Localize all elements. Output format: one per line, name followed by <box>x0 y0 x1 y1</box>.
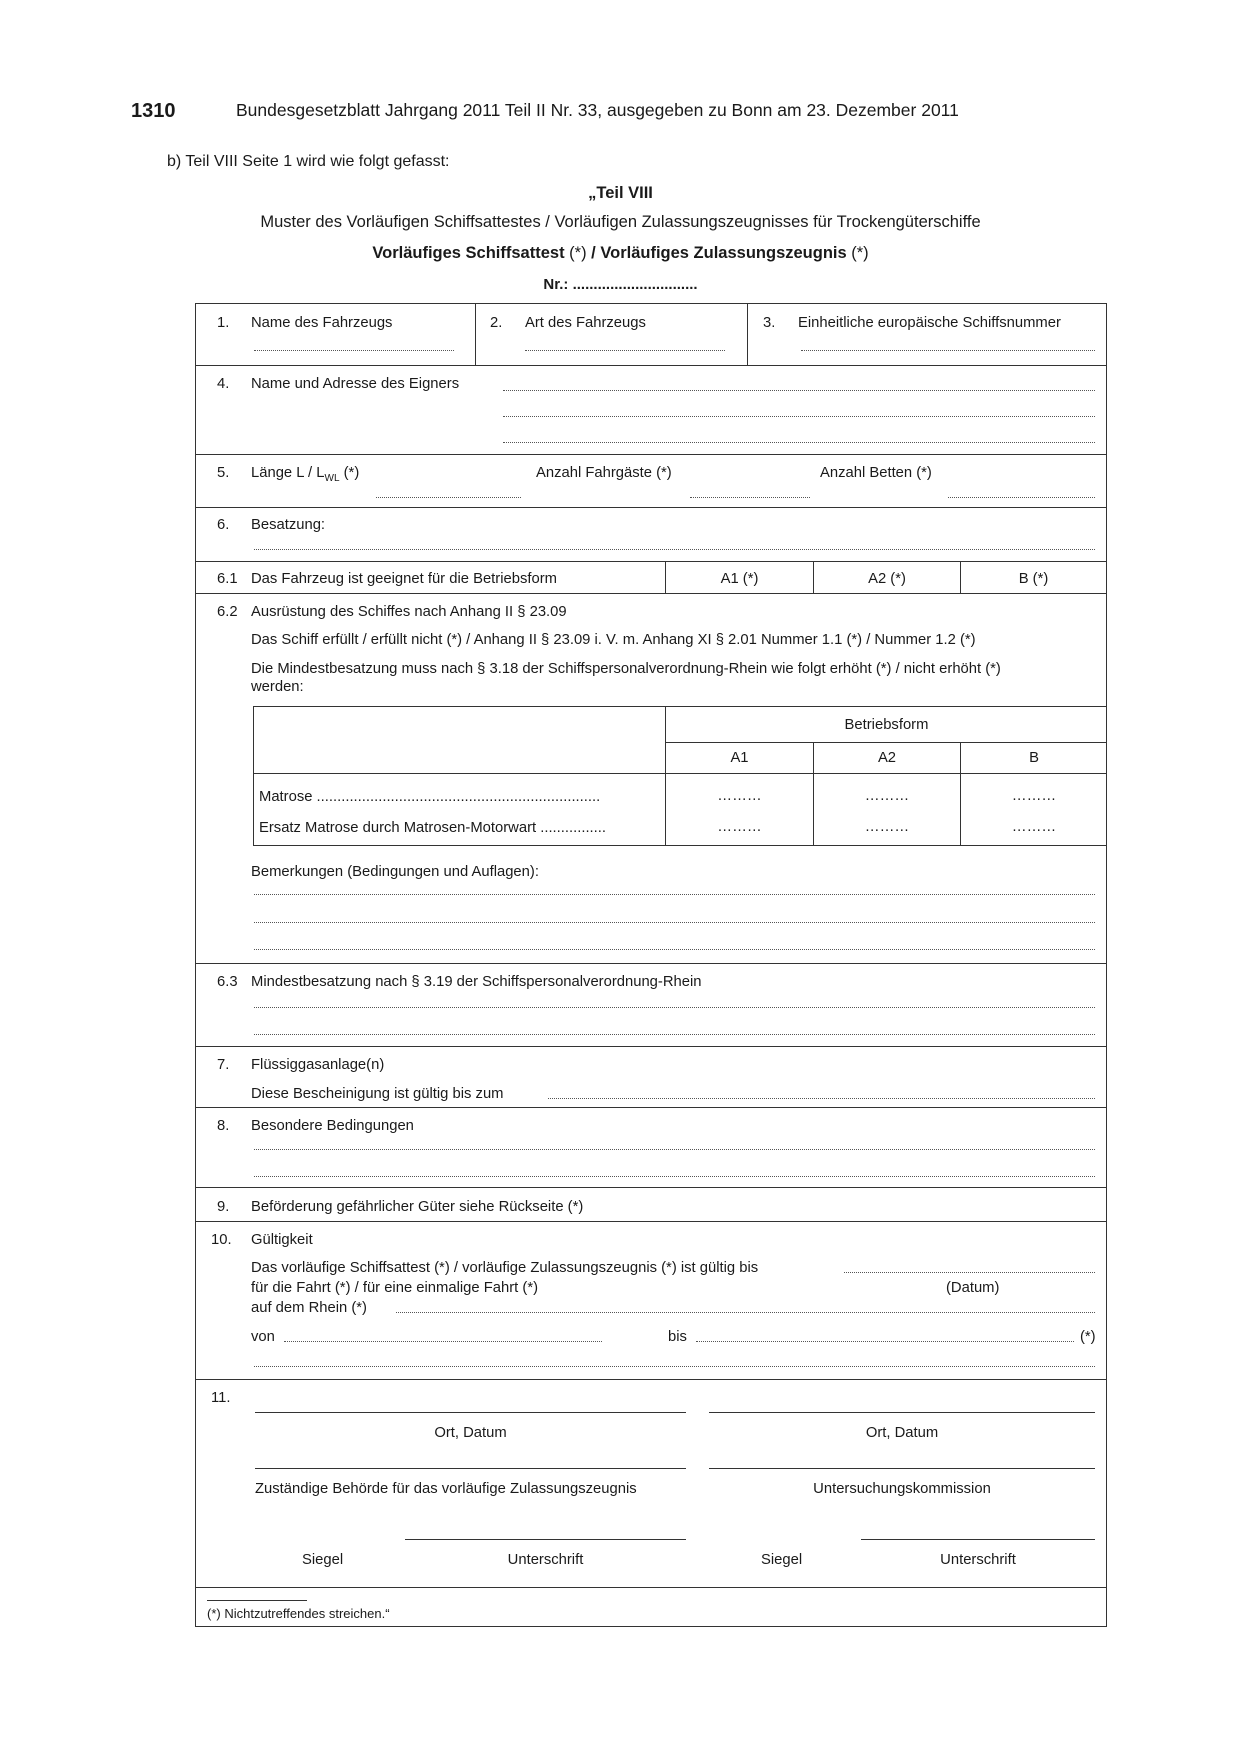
running-header: Bundesgesetzblatt Jahrgang 2011 Teil II Nr. 33, ausgegeben zu Bonn am 23. Dezember 2011 <box>236 100 959 120</box>
f5-num: 5. <box>217 465 230 481</box>
f5-length-fill[interactable] <box>376 497 521 498</box>
f5-passengers-fill[interactable] <box>690 497 810 498</box>
f10-date-fill[interactable] <box>844 1272 1095 1273</box>
f6-label: Besatzung: <box>251 517 326 533</box>
f10-datum-label: (Datum) <box>946 1280 1000 1296</box>
tbl-cell[interactable]: ……… <box>864 788 910 804</box>
f9-num: 9. <box>217 1199 230 1215</box>
row-divider <box>196 1379 1106 1380</box>
remarks-fill-line[interactable] <box>254 922 1095 923</box>
f7-valid-label: Diese Bescheinigung ist gültig bis zum <box>251 1086 504 1102</box>
f3-label: Einheitliche europäische Schiffsnummer <box>798 315 1061 331</box>
title-star2: (*) <box>846 244 869 262</box>
f63-num: 6.3 <box>217 974 238 990</box>
f62-line2b: werden: <box>251 679 304 695</box>
authority-label: Zuständige Behörde für das vorläufige Zulassungszeugnis <box>255 1481 637 1497</box>
tbl-row-ersatz: Ersatz Matrose durch Matrosen-Motorwart ................ <box>259 820 607 836</box>
f10-star: (*) <box>1080 1329 1096 1345</box>
f10-fill-line[interactable] <box>254 1366 1095 1367</box>
crew-table <box>253 706 1106 846</box>
f5-label <box>251 465 359 484</box>
f7-fill-line[interactable] <box>548 1098 1095 1099</box>
f3-fill-line[interactable] <box>801 350 1095 351</box>
row-divider <box>196 1221 1106 1222</box>
f5-label-b: (*) <box>339 465 360 481</box>
f61-option-a2[interactable]: A2 (*) <box>868 571 906 587</box>
f6-num: 6. <box>217 517 230 533</box>
row-divider <box>196 1046 1106 1047</box>
f8-fill-line[interactable] <box>254 1149 1095 1150</box>
f63-fill-line[interactable] <box>254 1034 1095 1035</box>
signature-line[interactable] <box>255 1468 686 1469</box>
f5-beds-fill[interactable] <box>948 497 1095 498</box>
f63-label: Mindestbesatzung nach § 3.19 der Schiffspersonalverordnung-Rhein <box>251 974 702 990</box>
footnote-rule <box>207 1600 307 1601</box>
f62-num: 6.2 <box>217 604 238 620</box>
tbl-cell[interactable]: ……… <box>1011 788 1057 804</box>
f10-line1: Das vorläufige Schiffsattest (*) / vorläufige Zulassungszeugnis (*) ist gültig bis <box>251 1260 759 1276</box>
f5-label-a: Länge L / L <box>251 465 325 481</box>
f10-line2: für die Fahrt (*) / für eine einmalige Fahrt (*) <box>251 1280 539 1296</box>
signature-line[interactable] <box>861 1539 1095 1540</box>
tbl-betriebsform: Betriebsform <box>844 717 929 733</box>
remarks-label: Bemerkungen (Bedingungen und Auflagen): <box>251 864 539 880</box>
f7-num: 7. <box>217 1057 230 1073</box>
row-divider <box>196 365 1106 366</box>
f7-label: Flüssiggasanlage(n) <box>251 1057 385 1073</box>
title-part1: Vorläufiges Schiffsattest <box>372 244 565 262</box>
f6-fill-line[interactable] <box>254 549 1095 550</box>
f10-num: 10. <box>211 1232 232 1248</box>
f4-fill-line[interactable] <box>503 442 1095 443</box>
f8-num: 8. <box>217 1118 230 1134</box>
siegel-left: Siegel <box>302 1552 344 1568</box>
signature-line[interactable] <box>709 1468 1095 1469</box>
f4-fill-line[interactable] <box>503 390 1095 391</box>
title-part2: / Vorläufiges Zulassungszeugnis <box>591 244 847 262</box>
f11-num: 11. <box>211 1390 231 1406</box>
signature-line[interactable] <box>709 1412 1095 1413</box>
siegel-right: Siegel <box>761 1552 803 1568</box>
f4-num: 4. <box>217 376 230 392</box>
f61-option-b[interactable]: B (*) <box>1018 571 1049 587</box>
amendment-intro: b) Teil VIII Seite 1 wird wie folgt gefasst: <box>167 153 450 170</box>
f1-fill-line[interactable] <box>254 350 454 351</box>
unterschrift-left: Unterschrift <box>507 1552 584 1568</box>
row-divider <box>196 1587 1106 1588</box>
f10-von-label: von <box>251 1329 275 1345</box>
f62-line1: Das Schiff erfüllt / erfüllt nicht (*) / Anhang II § 23.09 i. V. m. Anhang XI § 2.01 Nummer 1.1 (*) / Nummer 1.2 (*) <box>251 632 976 648</box>
f1-label: Name des Fahrzeugs <box>251 315 393 331</box>
f8-fill-line[interactable] <box>254 1176 1095 1177</box>
f5-label-sub: WL <box>324 472 340 484</box>
f61-option-a1[interactable]: A1 (*) <box>720 571 759 587</box>
f2-fill-line[interactable] <box>525 350 725 351</box>
divider <box>254 773 1107 774</box>
certificate-number: Nr.: .............................. <box>543 276 698 293</box>
signature-line[interactable] <box>405 1539 686 1540</box>
footnote: (*) Nichtzutreffendes streichen.“ <box>207 1606 390 1621</box>
row-divider <box>196 507 1106 508</box>
page-number: 1310 <box>131 100 176 122</box>
divider <box>747 304 748 365</box>
title-star1: (*) <box>564 244 592 262</box>
tbl-row-matrose: Matrose ..................................................................... <box>259 789 601 805</box>
tbl-col-a1: A1 <box>730 750 749 766</box>
ort-datum-right: Ort, Datum <box>865 1425 939 1441</box>
f5-passengers-label: Anzahl Fahrgäste (*) <box>536 465 672 481</box>
tbl-cell[interactable]: ……… <box>1011 819 1057 835</box>
row-divider <box>196 1187 1106 1188</box>
unterschrift-right: Unterschrift <box>940 1552 1016 1568</box>
f63-fill-line[interactable] <box>254 1007 1095 1008</box>
tbl-cell[interactable]: ……… <box>717 819 762 835</box>
ort-datum-left: Ort, Datum <box>434 1425 507 1441</box>
f10-bis-label: bis <box>668 1329 687 1345</box>
divider <box>475 304 476 365</box>
f3-num: 3. <box>763 315 776 331</box>
f61-num: 6.1 <box>217 571 238 587</box>
certificate-form <box>195 303 1107 1627</box>
divider <box>665 742 1107 743</box>
remarks-fill-line[interactable] <box>254 894 1095 895</box>
f2-label: Art des Fahrzeugs <box>525 315 646 331</box>
tbl-cell[interactable]: ……… <box>717 788 762 804</box>
f10-line3: auf dem Rhein (*) <box>251 1300 367 1316</box>
f8-label: Besondere Bedingungen <box>251 1118 414 1134</box>
f9-label: Beförderung gefährlicher Güter siehe Rückseite (*) <box>251 1199 584 1215</box>
f10-label: Gültigkeit <box>251 1232 313 1248</box>
commission-label: Untersuchungskommission <box>813 1481 991 1497</box>
f10-von-fill[interactable] <box>284 1341 602 1342</box>
row-divider <box>196 1107 1106 1108</box>
tbl-cell[interactable]: ……… <box>864 819 910 835</box>
f10-bis-fill[interactable] <box>696 1341 1074 1342</box>
row-divider <box>196 561 1106 562</box>
form-subtitle: Muster des Vorläufigen Schiffsattestes / Vorläufigen Zulassungszeugnisses für Trockengüterschiffe <box>260 213 981 231</box>
document-title <box>0 244 1241 263</box>
f4-label: Name und Adresse des Eigners <box>251 376 460 392</box>
row-divider <box>196 593 1106 594</box>
remarks-fill-line[interactable] <box>254 949 1095 950</box>
tbl-col-b: B <box>1029 750 1039 766</box>
tbl-col-a2: A2 <box>877 750 897 766</box>
f2-num: 2. <box>490 315 503 331</box>
row-divider <box>196 963 1106 964</box>
f61-label: Das Fahrzeug ist geeignet für die Betriebsform <box>251 571 557 587</box>
f1-num: 1. <box>217 315 230 331</box>
part-title: „Teil VIII <box>588 184 653 202</box>
f62-label: Ausrüstung des Schiffes nach Anhang II § 23.09 <box>251 604 567 620</box>
signature-line[interactable] <box>255 1412 686 1413</box>
f10-rhine-fill[interactable] <box>396 1312 1095 1313</box>
row-divider <box>196 454 1106 455</box>
f4-fill-line[interactable] <box>503 416 1095 417</box>
f5-beds-label: Anzahl Betten (*) <box>820 465 932 481</box>
f62-line2a: Die Mindestbesatzung muss nach § 3.18 der Schiffspersonalverordnung-Rhein wie folgt erhöht (*) / nicht erhöht (*) <box>251 661 1001 677</box>
